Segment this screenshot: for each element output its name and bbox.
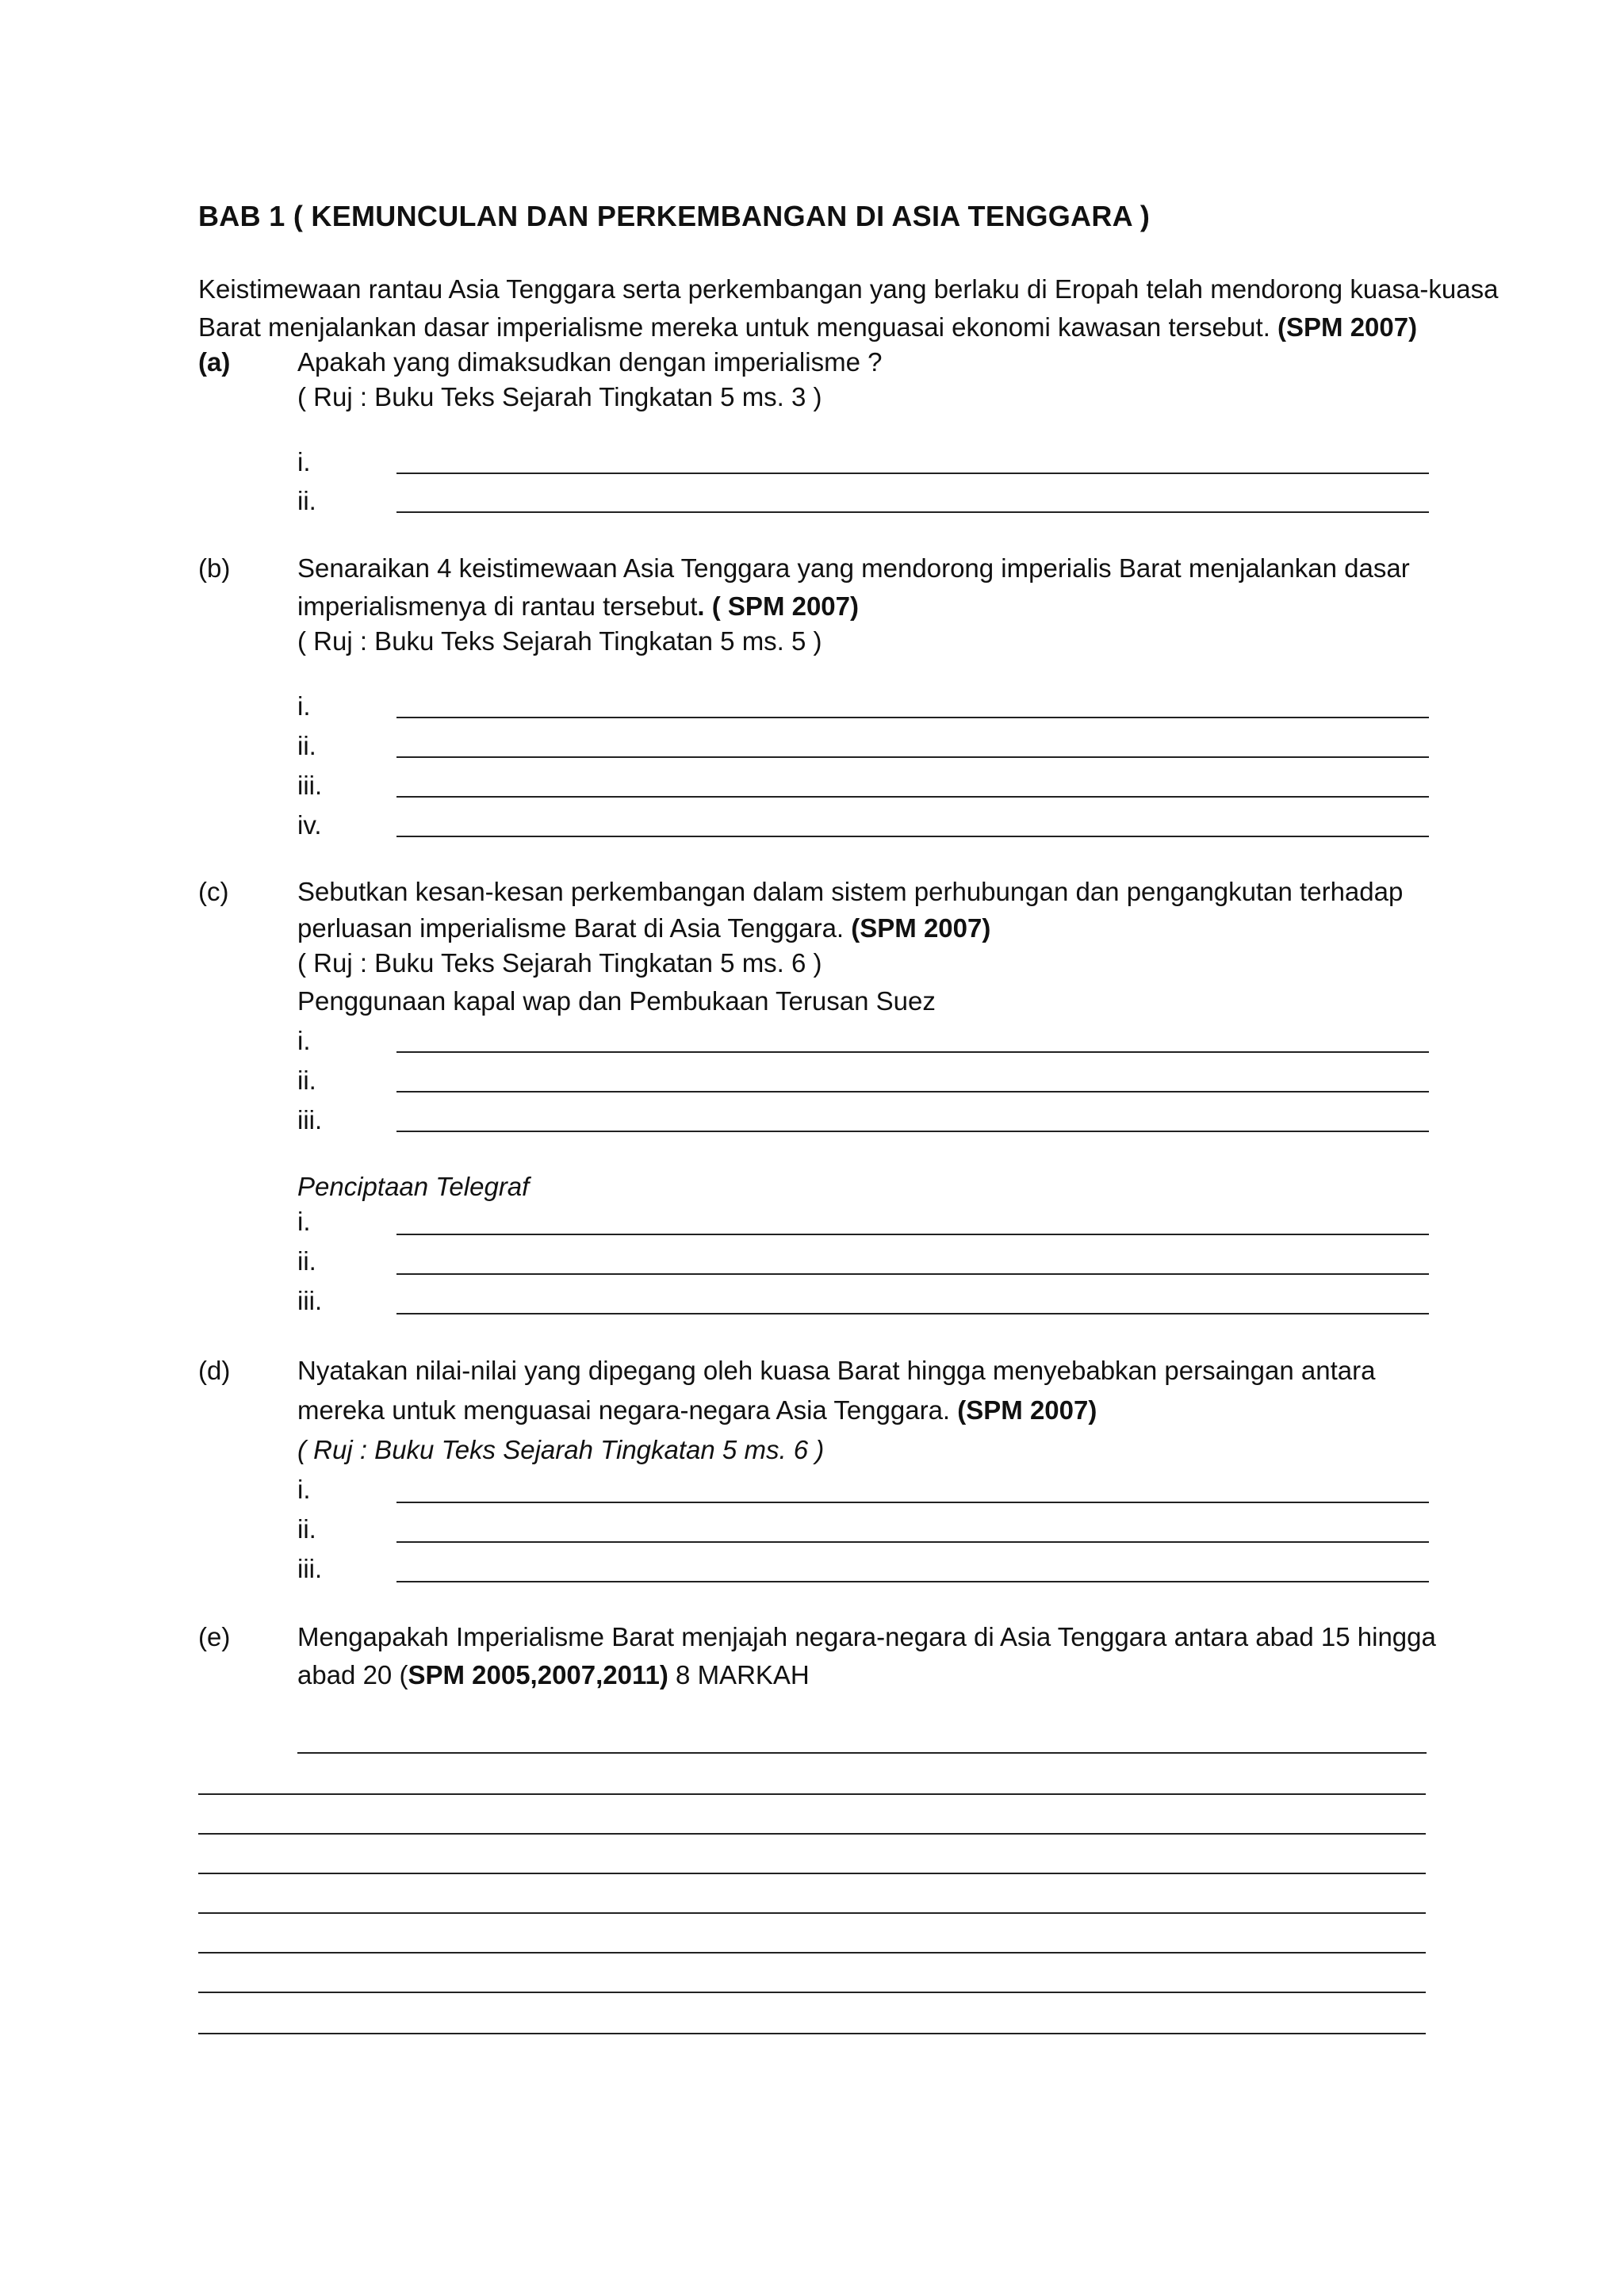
answer-d-numeral: iii. (297, 1554, 323, 1583)
intro-line-1: Keistimewaan rantau Asia Tenggara serta perkembangan yang berlaku di Eropah telah mendorong kuasa-kuasa (198, 274, 1499, 304)
essay-line-8[interactable] (198, 2033, 1426, 2034)
essay-line-1[interactable] (297, 1752, 1427, 1754)
answer-b-numeral: iv. (297, 810, 322, 840)
answer-c1-numeral: ii. (297, 1066, 316, 1095)
essay-line-6[interactable] (198, 1952, 1426, 1954)
answer-d-numeral: ii. (297, 1514, 316, 1544)
question-b-reference: ( Ruj : Buku Teks Sejarah Tingkatan 5 ms. 5 ) (297, 626, 822, 656)
essay-line-2[interactable] (198, 1793, 1426, 1795)
question-e-spm-tag: SPM 2005,2007,2011) (408, 1660, 668, 1689)
answer-line-c2-3[interactable] (396, 1313, 1429, 1314)
question-a-reference: ( Ruj : Buku Teks Sejarah Tingkatan 5 ms. 3 ) (297, 382, 822, 411)
answer-c2-numeral: ii. (297, 1246, 316, 1276)
question-a-label: (a) (198, 347, 231, 377)
question-c-line-2 (297, 909, 990, 948)
answer-line-b-3[interactable] (396, 796, 1429, 798)
answer-line-d-2[interactable] (396, 1541, 1429, 1543)
question-c-line-1: Sebutkan kesan-kesan perkembangan dalam sistem perhubungan dan pengangkutan terhadap (297, 877, 1404, 906)
chapter-title: BAB 1 ( KEMUNCULAN DAN PERKEMBANGAN DI ASIA TENGGARA ) (198, 200, 1151, 232)
question-e-line-2-text: abad 20 ( (297, 1660, 408, 1689)
answer-line-a-2[interactable] (396, 511, 1429, 513)
question-c-subheading-2: Penciptaan Telegraf (297, 1172, 530, 1201)
answer-line-d-1[interactable] (396, 1502, 1429, 1503)
intro-spm-tag: (SPM 2007) (1277, 312, 1418, 342)
answer-c2-numeral: i. (297, 1207, 311, 1236)
question-e-label: (e) (198, 1622, 231, 1651)
question-a-text: Apakah yang dimaksudkan dengan imperialisme ? (297, 347, 883, 377)
essay-line-7[interactable] (198, 1992, 1426, 1993)
question-e-line-2 (297, 1655, 810, 1695)
essay-line-5[interactable] (198, 1912, 1426, 1914)
question-b-spm-tag: . ( SPM 2007) (697, 591, 859, 621)
intro-line-2-text: Barat menjalankan dasar imperialisme mereka untuk menguasai ekonomi kawasan tersebut. (198, 312, 1270, 342)
question-b-line-2-text: imperialismenya di rantau tersebut (297, 591, 698, 621)
answer-line-b-1[interactable] (396, 717, 1429, 718)
answer-c2-numeral: iii. (297, 1286, 323, 1315)
answer-b-numeral: i. (297, 691, 311, 721)
question-d-reference: ( Ruj : Buku Teks Sejarah Tingkatan 5 ms. 6 ) (297, 1435, 825, 1464)
answer-line-c1-2[interactable] (396, 1091, 1429, 1093)
question-d-line-1: Nyatakan nilai-nilai yang dipegang oleh kuasa Barat hingga menyebabkan persaingan antara (297, 1356, 1376, 1385)
essay-line-4[interactable] (198, 1873, 1426, 1874)
question-d-line-2 (297, 1391, 1097, 1430)
answer-line-d-3[interactable] (396, 1581, 1429, 1582)
answer-line-c1-3[interactable] (396, 1131, 1429, 1132)
answer-line-b-2[interactable] (396, 756, 1429, 758)
question-c-label: (c) (198, 877, 229, 906)
answer-b-numeral: iii. (297, 771, 323, 800)
answer-d-numeral: i. (297, 1475, 311, 1504)
question-c-reference: ( Ruj : Buku Teks Sejarah Tingkatan 5 ms. 6 ) (297, 948, 822, 978)
question-c-spm-tag: (SPM 2007) (851, 913, 991, 943)
question-d-line-2-text: mereka untuk menguasai negara-negara Asia Tenggara. (297, 1395, 951, 1425)
essay-line-3[interactable] (198, 1833, 1426, 1835)
answer-line-c2-2[interactable] (396, 1273, 1429, 1275)
intro-line-2 (198, 308, 1417, 347)
answer-a-numeral: i. (297, 447, 311, 476)
answer-line-c1-1[interactable] (396, 1051, 1429, 1053)
answer-c1-numeral: iii. (297, 1105, 323, 1135)
answer-c1-numeral: i. (297, 1026, 311, 1055)
question-e-marks: 8 MARKAH (668, 1660, 810, 1689)
answer-line-b-4[interactable] (396, 836, 1429, 837)
question-b-line-1: Senaraikan 4 keistimewaan Asia Tenggara yang mendorong imperialis Barat menjalankan dasar (297, 553, 1410, 583)
question-c-line-2-text: perluasan imperialisme Barat di Asia Tenggara. (297, 913, 845, 943)
question-c-subheading-1: Penggunaan kapal wap dan Pembukaan Terusan Suez (297, 986, 936, 1016)
question-d-label: (d) (198, 1356, 231, 1385)
question-b-line-2 (297, 587, 859, 626)
answer-line-a-1[interactable] (396, 473, 1429, 474)
answer-a-numeral: ii. (297, 486, 316, 515)
question-e-line-1: Mengapakah Imperialisme Barat menjajah negara-negara di Asia Tenggara antara abad 15 hingga (297, 1622, 1436, 1651)
question-b-label: (b) (198, 553, 231, 583)
question-d-spm-tag: (SPM 2007) (957, 1395, 1097, 1425)
answer-b-numeral: ii. (297, 731, 316, 760)
answer-line-c2-1[interactable] (396, 1234, 1429, 1235)
